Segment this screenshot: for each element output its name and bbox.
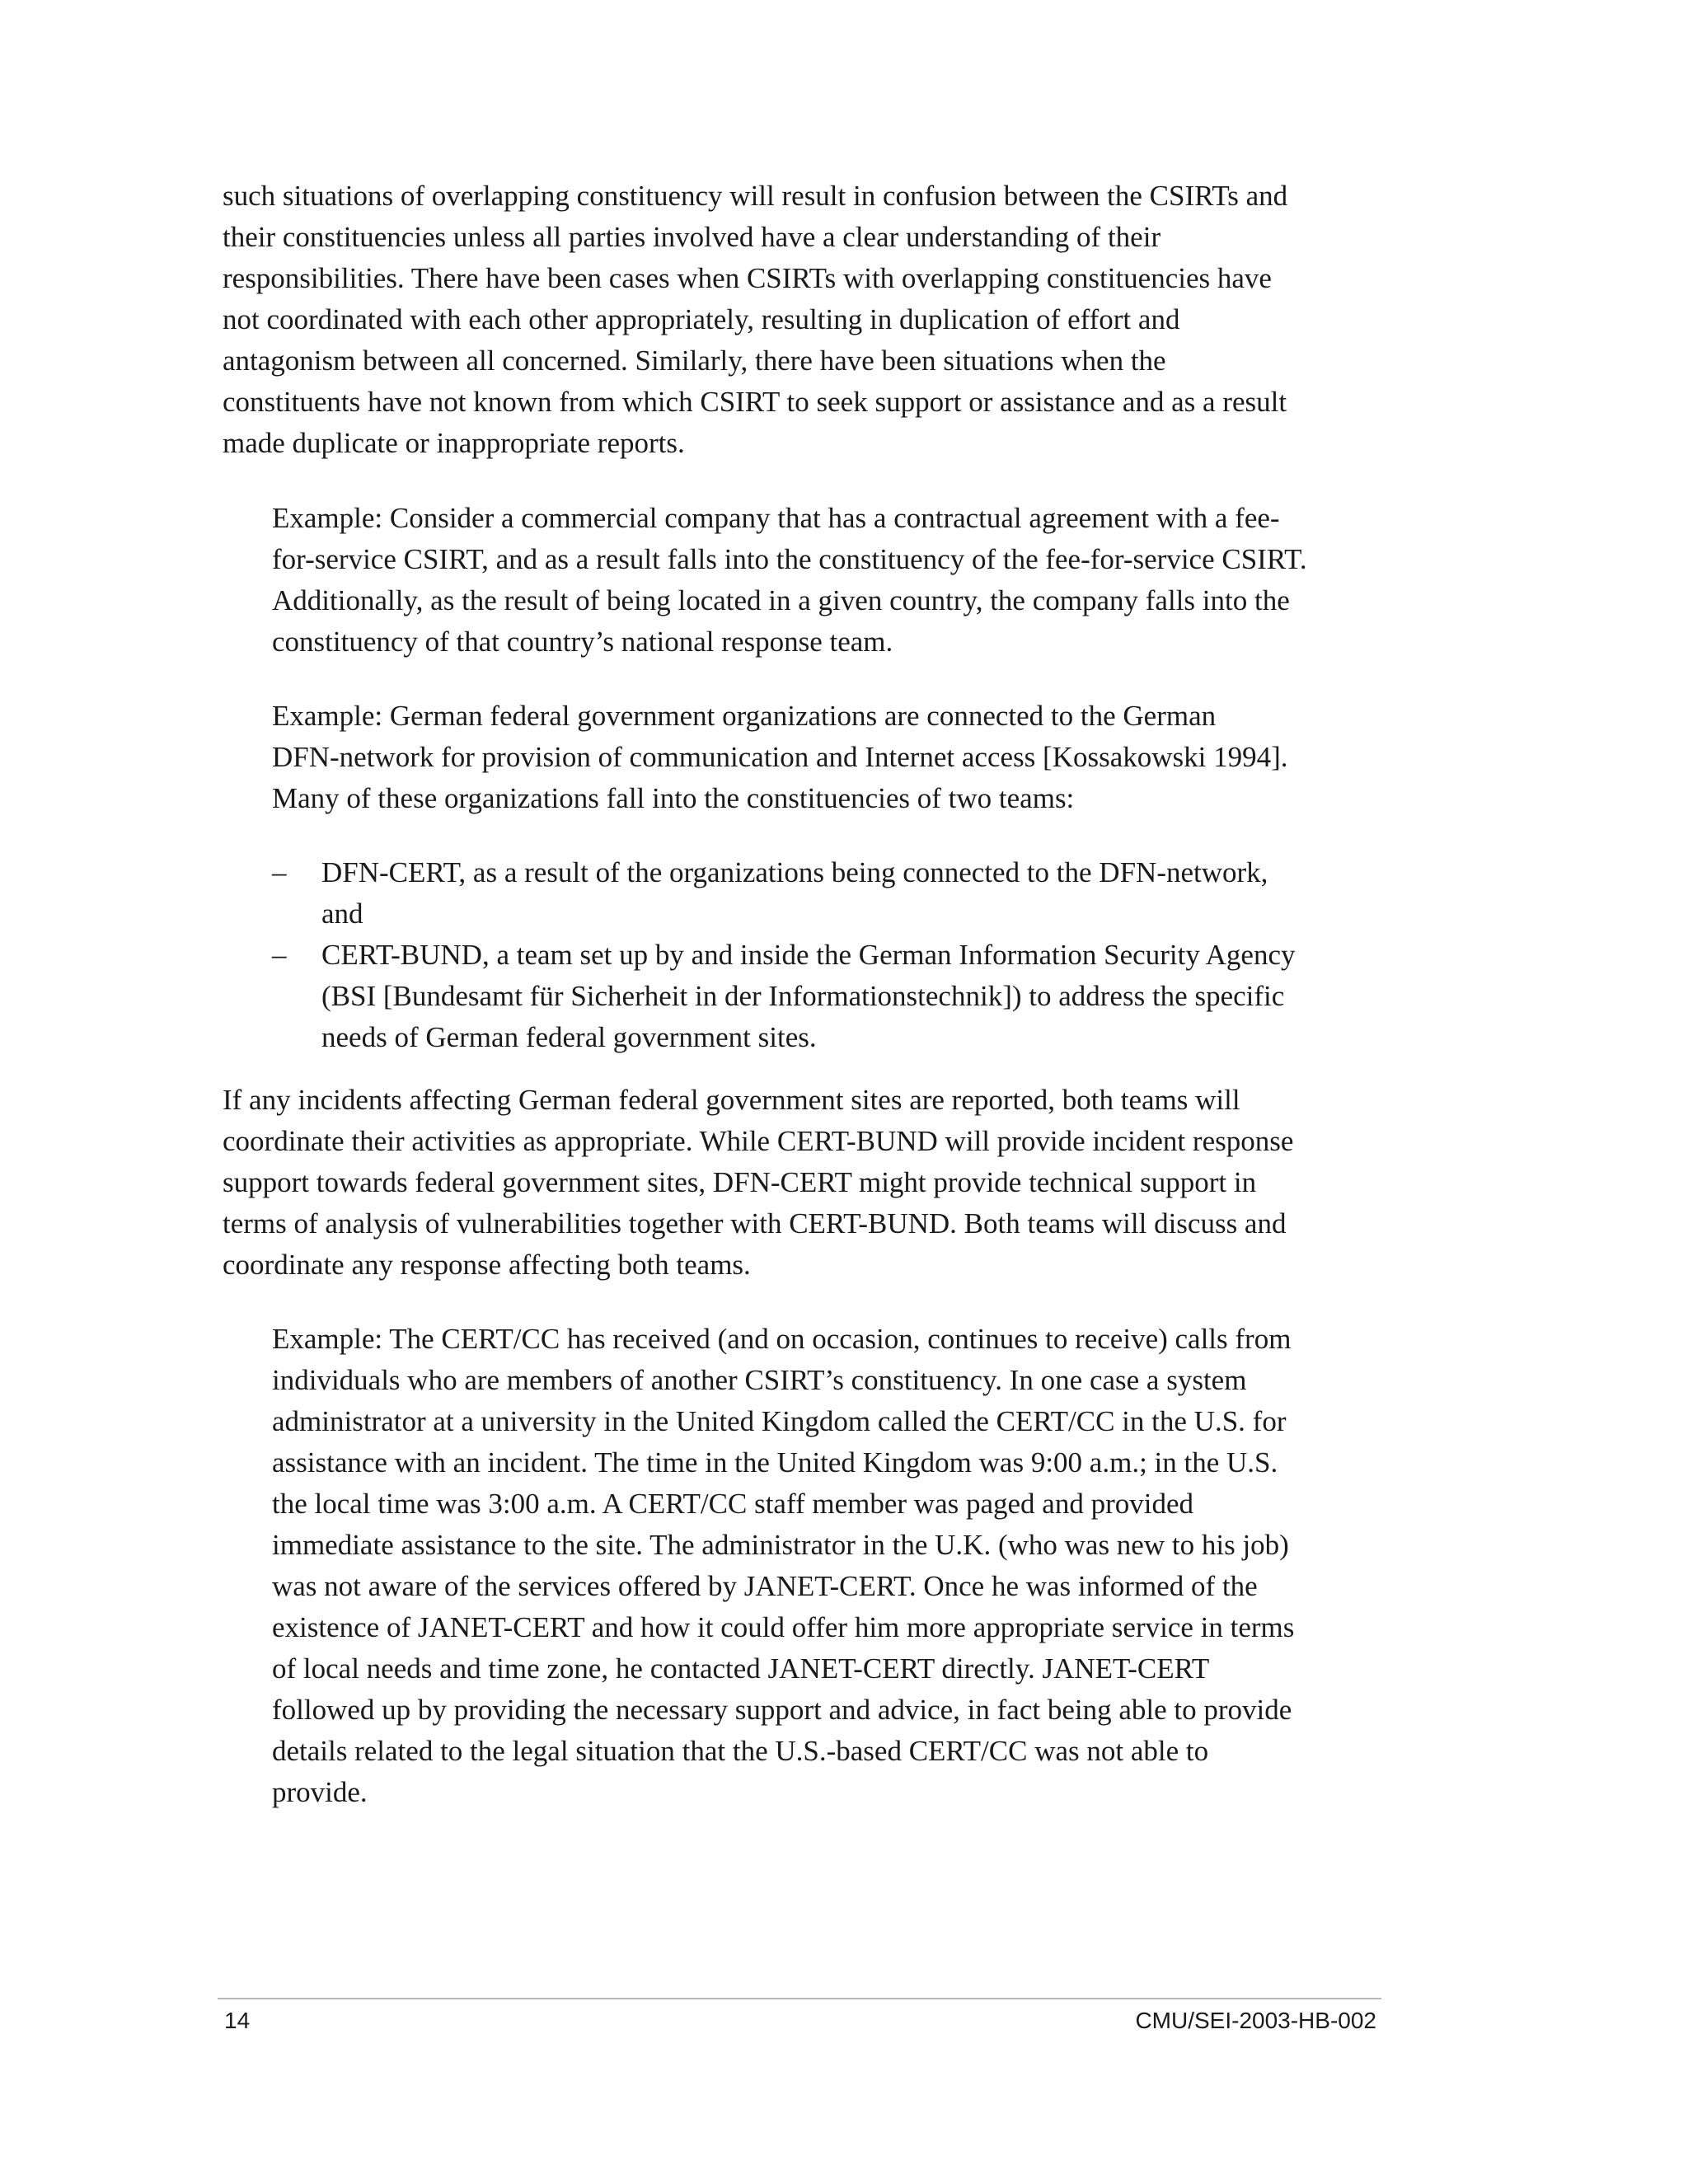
text-line: their constituencies unless all parties involved have a clear understanding of their — [223, 221, 1161, 253]
text-line: individuals who are members of another CSIRT’s constituency. In one case a system — [272, 1364, 1247, 1396]
text-line: DFN-network for provision of communication and Internet access [Kossakowski 1994]. — [272, 741, 1288, 773]
text-line: needs of German federal government sites. — [321, 1021, 817, 1053]
text-line: DFN-CERT, as a result of the organizations being connected to the DFN-network, — [321, 856, 1268, 888]
text-line: for-service CSIRT, and as a result falls into the constituency of the fee-for-service CSIRT. — [272, 543, 1307, 575]
paragraph-team-coordination — [223, 1080, 1376, 1286]
text-line: terms of analysis of vulnerabilities together with CERT-BUND. Both teams will discuss and — [223, 1207, 1287, 1240]
text-line: was not aware of the services offered by JANET-CERT. Once he was informed of the — [272, 1570, 1258, 1602]
text-line: Example: German federal government organizations are connected to the German — [272, 700, 1217, 732]
document-id: CMU/SEI-2003-HB-002 — [1135, 2008, 1376, 2033]
dash-bullet-marker: – — [272, 856, 287, 888]
text-line: Many of these organizations fall into the constituencies of two teams: — [272, 782, 1075, 814]
text-line: immediate assistance to the site. The administrator in the U.K. (who was new to his job) — [272, 1529, 1289, 1561]
list-item — [272, 852, 1376, 935]
text-line: not coordinated with each other appropriately, resulting in duplication of effort and — [223, 303, 1180, 335]
text-line: constituency of that country’s national response team. — [272, 626, 893, 658]
text-line: made duplicate or inappropriate reports. — [223, 427, 685, 459]
text-line: the local time was 3:00 a.m. A CERT/CC staff member was paged and provided — [272, 1488, 1194, 1520]
text-line: coordinate any response affecting both teams. — [223, 1249, 751, 1281]
example-cert-cc-calls — [272, 1319, 1376, 1813]
text-line: followed up by providing the necessary support and advice, in fact being able to provide — [272, 1694, 1292, 1726]
text-line: support towards federal government sites, DFN-CERT might provide technical support in — [223, 1166, 1257, 1198]
text-line: responsibilities. There have been cases when CSIRTs with overlapping constituencies have — [223, 262, 1272, 294]
text-line: details related to the legal situation that the U.S.-based CERT/CC was not able to — [272, 1735, 1209, 1767]
paragraph-overlapping-constituency — [223, 176, 1376, 464]
list-item — [272, 935, 1376, 1058]
text-line: (BSI [Bundesamt für Sicherheit in der Informationstechnik]) to address the specific — [321, 980, 1285, 1012]
text-line: Additionally, as the result of being located in a given country, the company falls into the — [272, 584, 1290, 616]
footer-divider — [218, 1998, 1381, 1999]
text-line: existence of JANET-CERT and how it could offer him more appropriate service in terms — [272, 1611, 1295, 1643]
text-line: Example: The CERT/CC has received (and on occasion, continues to receive) calls from — [272, 1323, 1292, 1355]
text-line: of local needs and time zone, he contacted JANET-CERT directly. JANET-CERT — [272, 1652, 1210, 1685]
text-line: If any incidents affecting German federal government sites are reported, both teams will — [223, 1084, 1240, 1116]
text-line: Example: Consider a commercial company that has a contractual agreement with a fee- — [272, 502, 1280, 534]
bullet-list-teams — [272, 852, 1376, 1058]
dash-bullet-marker: – — [272, 939, 287, 971]
text-line: and — [321, 898, 363, 930]
text-line: provide. — [272, 1776, 368, 1808]
text-line: such situations of overlapping constituency will result in confusion between the CSIRTs and — [223, 180, 1288, 212]
text-line: assistance with an incident. The time in the United Kingdom was 9:00 a.m.; in the U.S. — [272, 1446, 1278, 1479]
text-line: administrator at a university in the United Kingdom called the CERT/CC in the U.S. for — [272, 1405, 1287, 1437]
text-line: antagonism between all concerned. Similarly, there have been situations when the — [223, 344, 1166, 377]
page-number: 14 — [224, 2008, 251, 2033]
text-line: CERT-BUND, a team set up by and inside the German Information Security Agency — [321, 939, 1296, 971]
example-german-federal-organizations — [272, 696, 1376, 819]
text-line: constituents have not known from which CSIRT to seek support or assistance and as a result — [223, 386, 1287, 418]
text-line: coordinate their activities as appropriate. While CERT-BUND will provide incident response — [223, 1125, 1294, 1157]
example-commercial-company — [272, 498, 1376, 663]
